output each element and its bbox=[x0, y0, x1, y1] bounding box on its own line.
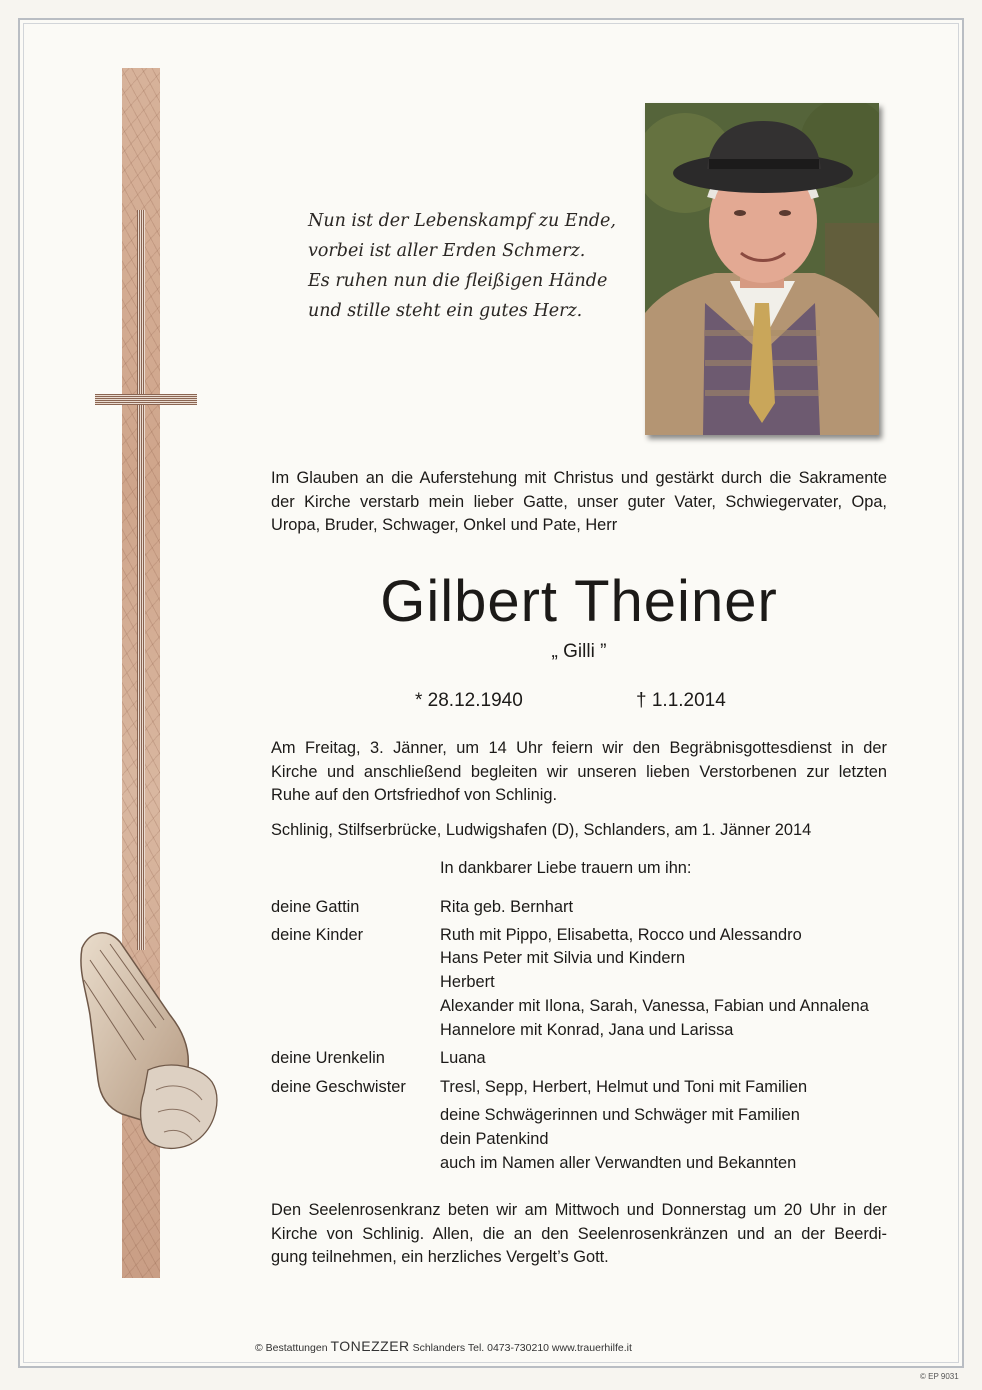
extra-mourners-line: auch im Namen aller Verwandten und Bekannten bbox=[440, 1154, 797, 1172]
mourner-names: Alexander mit Ilona, Sarah, Vanessa, Fabian und Annalena bbox=[440, 997, 869, 1015]
birth-date: * 28.12.1940 bbox=[415, 690, 523, 711]
mourner-names: Herbert bbox=[440, 973, 495, 991]
mourners-intro: In dankbarer Liebe trauern um ihn: bbox=[440, 859, 692, 877]
extra-mourners-line: dein Patenkind bbox=[440, 1130, 549, 1148]
memorial-verse bbox=[308, 206, 616, 326]
intro-paragraph bbox=[271, 467, 887, 538]
cross-crossbar bbox=[95, 394, 197, 405]
verse-line: und stille steht ein gutes Herz. bbox=[308, 301, 583, 321]
funeral-line: Am Freitag, 3. Jänner, um 14 Uhr feiern wir den Begräbnisgottesdienst in der bbox=[271, 739, 887, 757]
mourner-names: Luana bbox=[440, 1049, 486, 1067]
portrait-illustration bbox=[645, 103, 879, 435]
footer-brand: TONEZZER bbox=[330, 1338, 410, 1354]
mourner-names: Hans Peter mit Silvia und Kindern bbox=[440, 949, 686, 967]
rosary-paragraph bbox=[271, 1199, 887, 1270]
verse-line: Nun ist der Lebenskampf zu Ende, bbox=[308, 211, 616, 231]
mourner-relation: deine Gattin bbox=[271, 898, 360, 916]
funeral-line: Ruhe auf den Ortsfriedhof von Schlinig. bbox=[271, 786, 558, 804]
funeral-paragraph bbox=[271, 737, 887, 808]
mourner-relation: deine Geschwister bbox=[271, 1078, 406, 1096]
deceased-name: Gilbert Theiner bbox=[380, 569, 778, 634]
intro-line: Uropa, Bruder, Schwager, Onkel und Pate, Herr bbox=[271, 516, 618, 534]
rosary-line: gung teilnehmen, ein herzliches Vergelt’s Gott. bbox=[271, 1248, 609, 1266]
intro-line: der Kirche verstarb mein lieber Gatte, unser guter Vater, Schwiegervater, Opa, bbox=[271, 492, 887, 511]
cross-vertical-stripes bbox=[137, 210, 145, 950]
mourner-names: Tresl, Sepp, Herbert, Helmut und Toni mit Familien bbox=[440, 1078, 808, 1096]
mourner-names: Ruth mit Pippo, Elisabetta, Rocco und Alessandro bbox=[440, 926, 802, 944]
verse-line: Es ruhen nun die fleißigen Hände bbox=[308, 271, 608, 291]
mourner-names: Hannelore mit Konrad, Jana und Larissa bbox=[440, 1021, 734, 1039]
footer-contact: Schlanders Tel. 0473-730210 www.trauerhilfe.it bbox=[412, 1342, 632, 1354]
verse-line: vorbei ist aller Erden Schmerz. bbox=[308, 241, 586, 261]
mourner-relation: deine Urenkelin bbox=[271, 1049, 385, 1067]
rosary-line: Kirche von Schlinig. Allen, die an den Seelenrosenkränzen und an der Beerdi- bbox=[271, 1224, 887, 1243]
place-date bbox=[271, 819, 887, 843]
mourner-names: Rita geb. Bernhart bbox=[440, 898, 574, 916]
portrait-photo bbox=[645, 103, 879, 435]
rosary-line: Den Seelenrosenkranz beten wir am Mittwoch und Donnerstag um 20 Uhr in der bbox=[271, 1201, 887, 1219]
deceased-nickname: „ Gilli ” bbox=[551, 641, 607, 662]
praying-hands-icon bbox=[60, 920, 230, 1170]
death-date: † 1.1.2014 bbox=[636, 690, 726, 711]
extra-mourners-line: deine Schwägerinnen und Schwäger mit Familien bbox=[440, 1106, 800, 1124]
intro-line: Im Glauben an die Auferstehung mit Christus und gestärkt durch die Sakramente bbox=[271, 469, 887, 487]
product-code: © EP 9031 bbox=[920, 1372, 959, 1381]
mourner-relation: deine Kinder bbox=[271, 926, 364, 944]
footer-prefix: © Bestattungen bbox=[255, 1342, 328, 1354]
funeral-home-footer bbox=[255, 1338, 632, 1354]
funeral-line: Kirche und anschließend begleiten wir unseren lieben Verstorbenen zur letzten bbox=[271, 762, 887, 781]
place-date-line: Schlinig, Stilfserbrücke, Ludwigshafen (D), Schlanders, am 1. Jänner 2014 bbox=[271, 821, 812, 839]
